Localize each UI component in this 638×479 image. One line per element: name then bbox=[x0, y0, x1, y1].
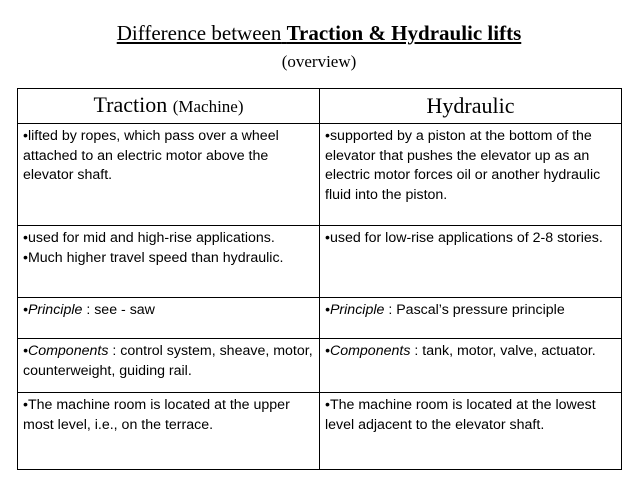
page-title bbox=[0, 20, 638, 46]
cell-hydraulic-applications: •used for low-rise applications of 2-8 stories. bbox=[320, 226, 622, 298]
header-traction bbox=[18, 89, 320, 124]
cell-hydraulic-mechanism: •supported by a piston at the bottom of the elevator that pushes the elevator up as an electric motor forces oil or another hydraulic fluid into the piston. bbox=[320, 124, 622, 226]
principle-text: : see - saw bbox=[82, 302, 155, 318]
components-label: •Components bbox=[325, 343, 411, 359]
page-subtitle: (overview) bbox=[281, 52, 357, 71]
header-traction-note: (Machine) bbox=[172, 97, 244, 117]
table-row bbox=[18, 298, 622, 339]
table-row bbox=[18, 226, 622, 298]
table-row bbox=[18, 124, 622, 226]
cell-traction-mechanism: •lifted by ropes, which pass over a wheel attached to an electric motor above the elevator shaft. bbox=[18, 124, 320, 226]
traction-speed-line: •Much higher travel speed than hydraulic. bbox=[23, 249, 284, 266]
table-row bbox=[18, 393, 622, 470]
header-traction-label: Traction bbox=[93, 92, 168, 118]
cell-traction-components bbox=[18, 339, 320, 393]
components-text: : tank, motor, valve, actuator. bbox=[410, 343, 596, 359]
title-prefix: Difference between bbox=[116, 21, 282, 45]
cell-traction-applications bbox=[18, 226, 320, 298]
comparison-table bbox=[17, 88, 622, 470]
table-header-row bbox=[18, 89, 622, 124]
components-text: : control system, sheave, motor, counterweight, guiding rail. bbox=[23, 343, 313, 379]
cell-hydraulic-principle bbox=[320, 298, 622, 339]
principle-text: : Pascal’s pressure principle bbox=[384, 302, 565, 318]
principle-label: •Principle bbox=[23, 302, 83, 318]
header-hydraulic: Hydraulic bbox=[320, 89, 622, 124]
traction-applications-line: •used for mid and high-rise applications. bbox=[23, 230, 275, 246]
cell-hydraulic-components bbox=[320, 339, 622, 393]
cell-traction-machine-room: •The machine room is located at the upper most level, i.e., on the terrace. bbox=[18, 393, 320, 470]
cell-hydraulic-machine-room: •The machine room is located at the lowest level adjacent to the elevator shaft. bbox=[320, 393, 622, 470]
cell-traction-principle bbox=[18, 298, 320, 339]
components-label: •Components bbox=[23, 343, 109, 359]
principle-label: •Principle bbox=[325, 302, 385, 318]
table-row bbox=[18, 339, 622, 393]
title-bold: Traction & Hydraulic lifts bbox=[286, 21, 522, 45]
